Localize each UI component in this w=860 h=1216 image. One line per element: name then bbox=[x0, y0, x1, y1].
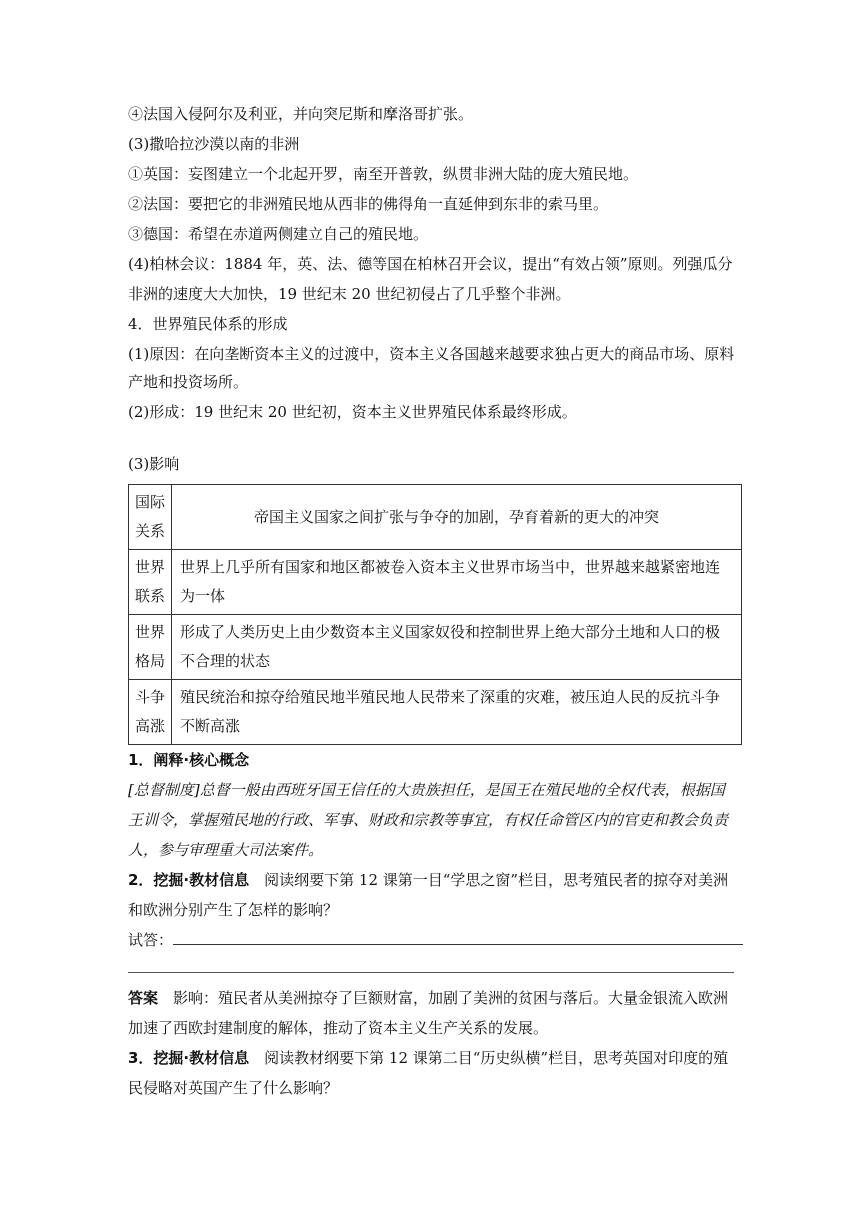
text-line: ④法国入侵阿尔及利亚，并向突尼斯和摩洛哥扩张。 bbox=[128, 105, 474, 123]
table-row bbox=[129, 485, 742, 550]
text-line: ①英国：妄图建立一个北起开罗，南至开普敦，纵贯非洲大陆的庞大殖民地。 bbox=[128, 165, 639, 183]
answer-line: 加速了西欧封建制度的解体，推动了资本主义生产关系的发展。 bbox=[128, 1019, 549, 1037]
text-line: 产地和投资场所。 bbox=[128, 373, 249, 391]
answer-blank-rule bbox=[128, 972, 734, 973]
answer-input-line[interactable] bbox=[128, 930, 743, 950]
answer-line: 答案 影响：殖民者从美洲掠夺了巨额财富，加剧了美洲的贫困与落后。大量金银流入欧洲 bbox=[128, 989, 729, 1007]
text-line: 非洲的速度大大加快，19 世纪末 20 世纪初侵占了几乎整个非洲。 bbox=[128, 285, 571, 303]
row-value: 殖民统治和掠夺给殖民地半殖民地人民带来了深重的灾难，被压迫人民的反抗斗争不断高涨 bbox=[172, 680, 742, 745]
section-title: 1．阐释·核心概念 bbox=[128, 751, 250, 769]
question-line: 3．挖掘·教材信息 阅读教材纲要下第 12 课第二目“历史纵横”栏目，思考英国对印度的殖 bbox=[128, 1049, 729, 1067]
question-line: 2．挖掘·教材信息 阅读纲要下第 12 课第一目“学思之窗”栏目，思考殖民者的掠夺对美洲 bbox=[128, 871, 729, 889]
concept-text: [总督制度]总督一般由西班牙国王信任的大贵族担任，是国王在殖民地的全权代表，根据国 bbox=[128, 781, 725, 799]
row-key: 斗争 高涨 bbox=[129, 680, 172, 745]
row-key: 国际 关系 bbox=[129, 485, 172, 550]
table-row bbox=[129, 615, 742, 680]
question-line: 民侵略对英国产生了什么影响？ bbox=[128, 1079, 339, 1097]
section-title: 3．挖掘·教材信息 bbox=[128, 1049, 250, 1067]
text-line: (2)形成：19 世纪末 20 世纪初，资本主义世界殖民体系最终形成。 bbox=[128, 403, 577, 421]
section-title: 2．挖掘·教材信息 bbox=[128, 871, 250, 889]
answer-blank[interactable] bbox=[173, 930, 743, 945]
question-line: 和欧洲分别产生了怎样的影响？ bbox=[128, 901, 339, 919]
row-value: 形成了人类历史上由少数资本主义国家奴役和控制世界上绝大部分土地和人口的极不合理的状态 bbox=[172, 615, 742, 680]
row-value: 帝国主义国家之间扩张与争夺的加剧，孕育着新的更大的冲突 bbox=[172, 485, 742, 550]
answer-label: 答案 bbox=[128, 989, 159, 1007]
row-key: 世界 格局 bbox=[129, 615, 172, 680]
row-value: 世界上几乎所有国家和地区都被卷入资本主义世界市场当中，世界越来越紧密地连为一体 bbox=[172, 550, 742, 615]
text-line: (1)原因：在向垄断资本主义的过渡中，资本主义各国越来越要求独占更大的商品市场、原料 bbox=[128, 345, 735, 363]
table-row bbox=[129, 680, 742, 745]
row-key: 世界 联系 bbox=[129, 550, 172, 615]
impact-table bbox=[128, 484, 742, 745]
table-row bbox=[129, 550, 742, 615]
subheading-impact: (3)影响 bbox=[128, 455, 180, 473]
concept-text: 王训令，掌握殖民地的行政、军事、财政和宗教等事宜，有权任命管区内的官吏和教会负责 bbox=[128, 811, 729, 829]
subheading-sub-saharan-africa: (3)撒哈拉沙漠以南的非洲 bbox=[128, 135, 300, 153]
text-line: (4)柏林会议：1884 年，英、法、德等国在柏林召开会议，提出“有效占领”原则。列强瓜分 bbox=[128, 255, 733, 273]
concept-text: 人，参与审理重大司法案件。 bbox=[128, 841, 324, 859]
text-line: ③德国：希望在赤道两侧建立自己的殖民地。 bbox=[128, 225, 429, 243]
text-line: ②法国：要把它的非洲殖民地从西非的佛得角一直延伸到东非的索马里。 bbox=[128, 195, 609, 213]
try-answer-label: 试答： bbox=[128, 931, 174, 949]
section-heading: 4．世界殖民体系的形成 bbox=[128, 315, 288, 333]
